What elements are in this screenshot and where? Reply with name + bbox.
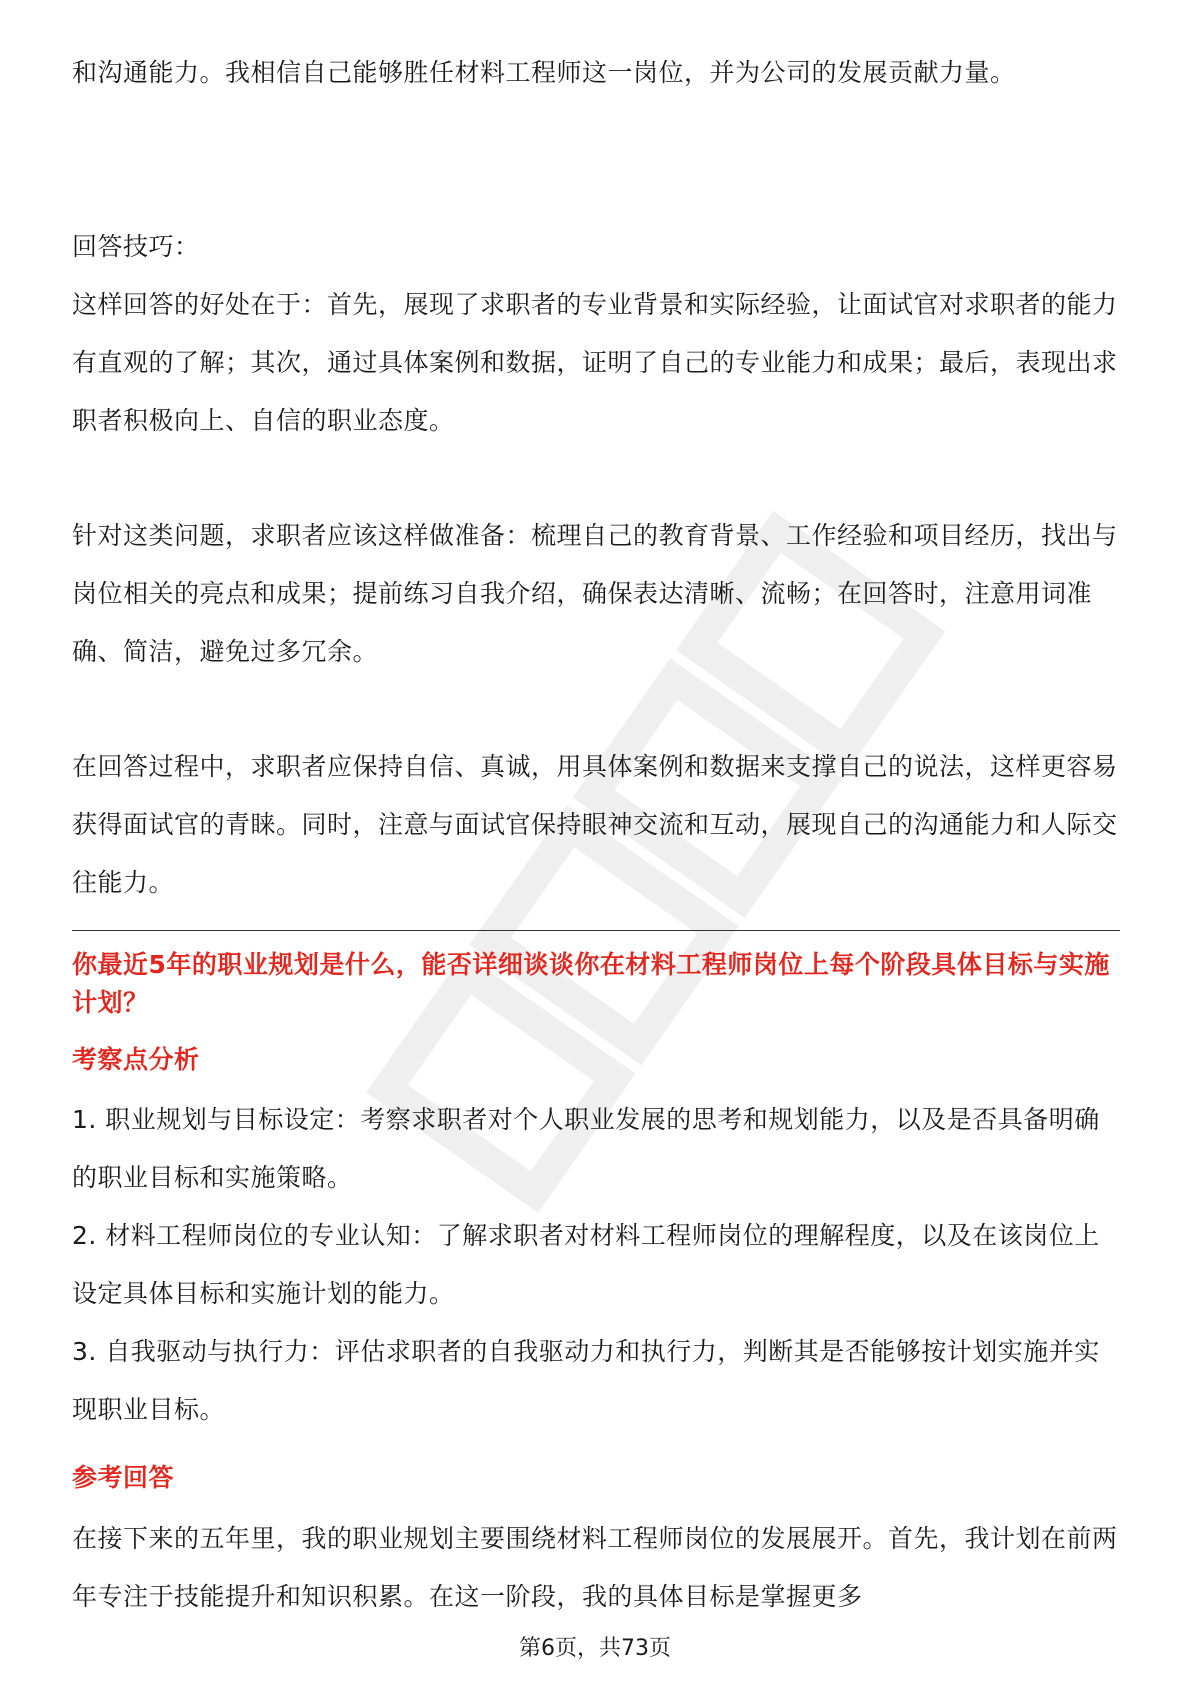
page-footer: 第6页，共73页 <box>519 1636 671 1661</box>
tips-paragraph-2: 针对这类问题，求职者应该这样做准备：梳理自己的教育背景、工作经验和项目经历，找出与岗位相关的亮点和成果；提前练习自我介绍，确保表达清晰、流畅；在回答时，注意用词准确、简洁，避免过多冗余。 <box>72 521 1118 666</box>
section-divider <box>72 930 1120 931</box>
intro-paragraph: 和沟通能力。我相信自己能够胜任材料工程师这一岗位，并为公司的发展贡献力量。 <box>72 58 1016 87</box>
tips-block-2 <box>72 507 1120 681</box>
reference-heading: 参考回答 <box>72 1463 175 1492</box>
reference-section <box>72 1510 1120 1626</box>
tips-section <box>72 218 1120 276</box>
tips-block-1 <box>72 276 1120 450</box>
tips-paragraph-1: 这样回答的好处在于：首先，展现了求职者的专业背景和实际经验，让面试官对求职者的能力有直观的了解；其次，通过具体案例和数据，证明了自己的专业能力和成果；最后，表现出求职者积极向上、自信的职业态度。 <box>72 290 1118 435</box>
analysis-item: 1. 职业规划与目标设定：考察求职者对个人职业发展的思考和规划能力，以及是否具备明确的职业目标和实施策略。 <box>72 1105 1100 1192</box>
tips-block-3 <box>72 738 1120 912</box>
analysis-heading: 考察点分析 <box>72 1045 200 1074</box>
reference-paragraph: 在接下来的五年里，我的职业规划主要围绕材料工程师岗位的发展展开。首先，我计划在前两年专注于技能提升和知识积累。在这一阶段，我的具体目标是掌握更多 <box>72 1524 1118 1611</box>
analysis-list <box>72 1091 1120 1439</box>
tips-label: 回答技巧： <box>72 232 200 261</box>
tips-paragraph-3: 在回答过程中，求职者应保持自信、真诚，用具体案例和数据来支撑自己的说法，这样更容易获得面试官的青睐。同时，注意与面试官保持眼神交流和互动，展现自己的沟通能力和人际交往能力。 <box>72 752 1118 897</box>
intro-section <box>72 44 1120 102</box>
analysis-item: 2. 材料工程师岗位的专业认知：了解求职者对材料工程师岗位的理解程度，以及在该岗位上设定具体目标和实施计划的能力。 <box>72 1221 1100 1308</box>
analysis-item: 3. 自我驱动与执行力：评估求职者的自我驱动力和执行力，判断其是否能够按计划实施并实现职业目标。 <box>72 1337 1100 1424</box>
interview-question: 你最近5年的职业规划是什么，能否详细谈谈你在材料工程师岗位上每个阶段具体目标与实施计划？ <box>72 950 1110 1017</box>
